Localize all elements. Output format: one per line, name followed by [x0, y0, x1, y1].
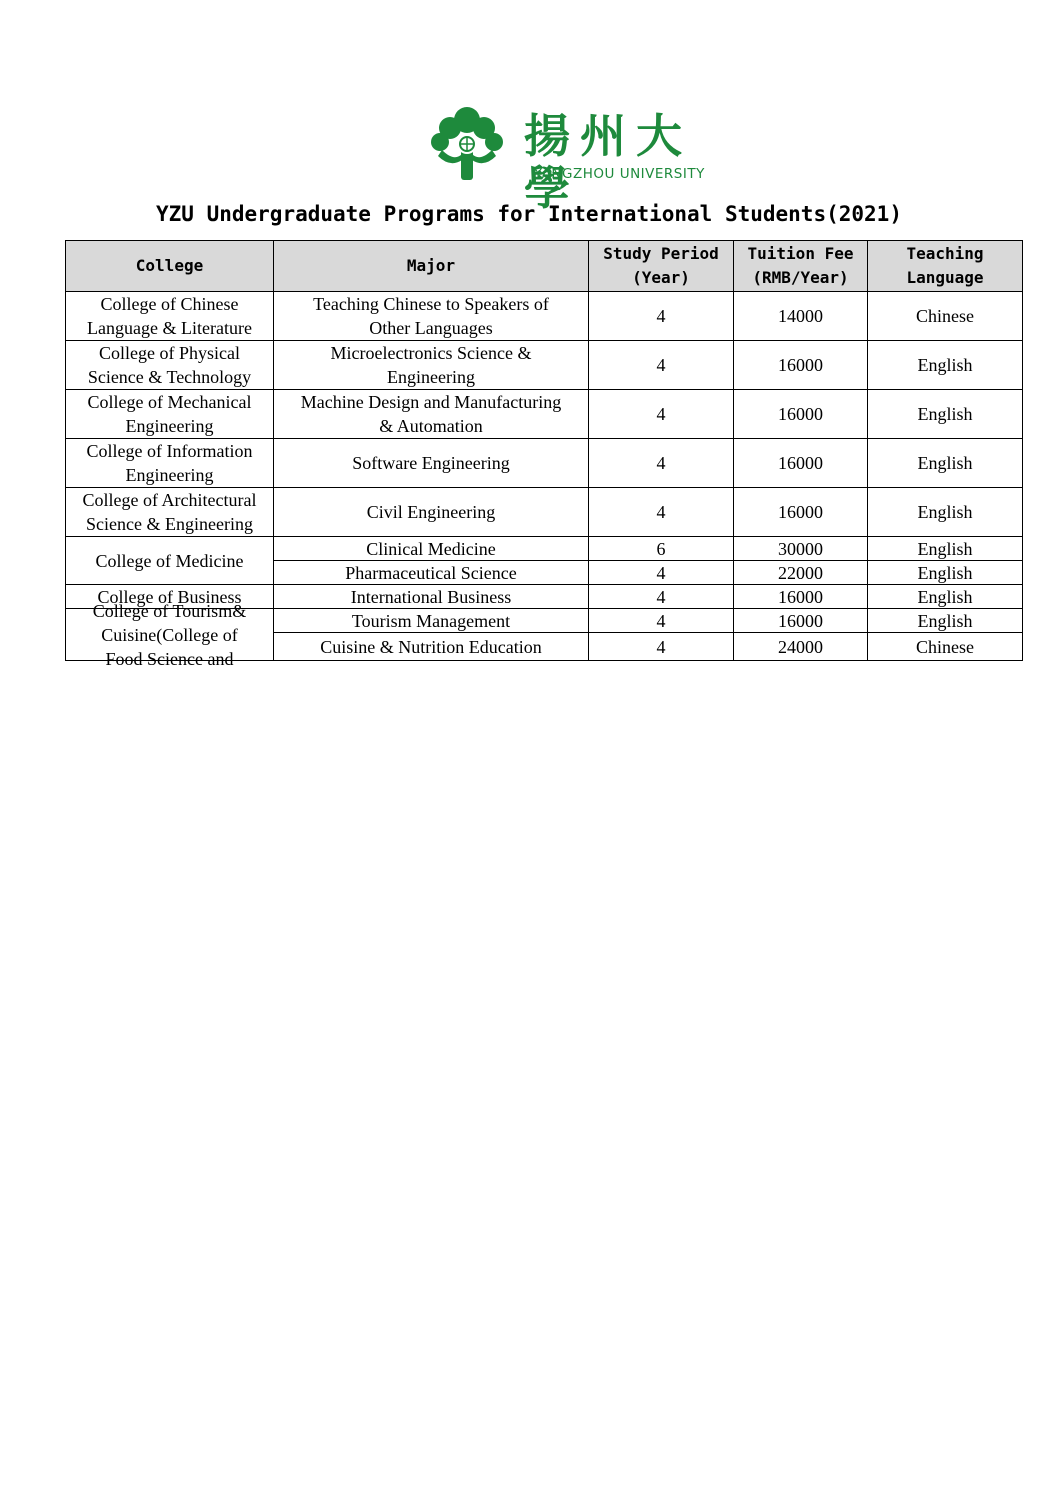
header-study-period: [589, 241, 734, 292]
major-line: & Automation: [379, 416, 483, 436]
college-line: Science & Engineering: [86, 514, 253, 534]
fee-cell: 24000: [734, 633, 868, 661]
major-cell: Clinical Medicine: [274, 537, 589, 561]
university-logo: [428, 104, 738, 215]
header-tuition-line2: (RMB/Year): [752, 268, 849, 287]
major-cell: Cuisine & Nutrition Education: [274, 633, 589, 661]
table-row: [66, 488, 1023, 537]
fee-cell: 14000: [734, 292, 868, 341]
college-line: College of Mechanical: [87, 392, 252, 412]
language-cell: English: [868, 537, 1023, 561]
college-line: College of Chinese: [100, 294, 239, 314]
years-cell: 4: [589, 585, 734, 609]
college-cell: [66, 390, 274, 439]
logo-chinese-name: 揚州大學: [524, 109, 692, 215]
years-cell: 4: [589, 439, 734, 488]
fee-cell: 16000: [734, 488, 868, 537]
header-major: Major: [274, 241, 589, 292]
language-cell: English: [868, 390, 1023, 439]
major-line: Microelectronics Science &: [330, 343, 532, 363]
college-cell: College of Business: [66, 585, 274, 609]
table-row: [66, 390, 1023, 439]
years-cell: 4: [589, 488, 734, 537]
major-line: Teaching Chinese to Speakers of: [313, 294, 549, 314]
college-line: Cuisine(College of: [101, 625, 238, 645]
college-cell: [66, 601, 274, 669]
header-study-period-line2: (Year): [632, 268, 690, 287]
major-cell: Pharmaceutical Science: [274, 561, 589, 585]
major-line: Other Languages: [369, 318, 493, 338]
years-cell: 4: [589, 633, 734, 661]
years-cell: 4: [589, 561, 734, 585]
language-cell: English: [868, 488, 1023, 537]
header-language-line1: Teaching: [906, 244, 984, 263]
language-cell: English: [868, 585, 1023, 609]
college-line: College of Architectural: [82, 490, 257, 510]
fee-cell: 16000: [734, 341, 868, 390]
college-cell: College of Medicine: [66, 537, 274, 585]
programs-table: [65, 240, 1023, 669]
major-line: Civil Engineering: [366, 502, 496, 522]
table-row: [66, 341, 1023, 390]
major-cell: [274, 341, 589, 390]
major-cell: [274, 390, 589, 439]
language-cell: English: [868, 609, 1023, 633]
language-cell: English: [868, 341, 1023, 390]
language-cell: English: [868, 439, 1023, 488]
major-line: Software Engineering: [352, 453, 510, 473]
years-cell: 4: [589, 390, 734, 439]
language-cell: English: [868, 561, 1023, 585]
language-cell: Chinese: [868, 292, 1023, 341]
fee-cell: 30000: [734, 537, 868, 561]
table-header-row: [66, 241, 1023, 292]
tree-emblem-icon: [428, 104, 506, 182]
major-cell: International Business: [274, 585, 589, 609]
major-cell: [274, 292, 589, 341]
years-cell: 4: [589, 341, 734, 390]
college-cell: [66, 341, 274, 390]
college-line: Engineering: [125, 416, 214, 436]
header-language: [868, 241, 1023, 292]
years-cell: 6: [589, 537, 734, 561]
major-cell: [274, 439, 589, 488]
major-cell: Tourism Management: [274, 609, 589, 633]
college-line: College of Information: [86, 441, 253, 461]
college-line: College of Physical: [99, 343, 240, 363]
header-college: College: [66, 241, 274, 292]
table-row: [66, 292, 1023, 341]
major-line: Machine Design and Manufacturing: [300, 392, 562, 412]
fee-cell: 22000: [734, 561, 868, 585]
college-line: Food Science and: [105, 649, 234, 669]
fee-cell: 16000: [734, 609, 868, 633]
college-line: College of Tourism&: [92, 601, 247, 621]
college-line: Language & Literature: [87, 318, 252, 338]
table-row: [66, 609, 1023, 633]
page-title: YZU Undergraduate Programs for International Students(2021): [156, 202, 902, 226]
major-cell: [274, 488, 589, 537]
years-cell: 4: [589, 292, 734, 341]
header-tuition-line1: Tuition Fee: [747, 244, 854, 263]
college-cell: [66, 439, 274, 488]
college-line: Science & Technology: [87, 367, 252, 387]
header-language-line2: Language: [906, 268, 984, 287]
college-cell: [66, 292, 274, 341]
fee-cell: 16000: [734, 390, 868, 439]
years-cell: 4: [589, 609, 734, 633]
college-cell: [66, 488, 274, 537]
fee-cell: 16000: [734, 585, 868, 609]
major-line: Engineering: [387, 367, 475, 387]
college-clipped-text: [66, 599, 273, 669]
fee-cell: 16000: [734, 439, 868, 488]
table-row: [66, 439, 1023, 488]
logo-english-name: YANGZHOU UNIVERSITY: [534, 166, 705, 182]
college-line: Engineering: [125, 465, 214, 485]
language-cell: Chinese: [868, 633, 1023, 661]
header-study-period-line1: Study Period: [603, 244, 719, 263]
table-row: [66, 537, 1023, 561]
header-tuition: [734, 241, 868, 292]
